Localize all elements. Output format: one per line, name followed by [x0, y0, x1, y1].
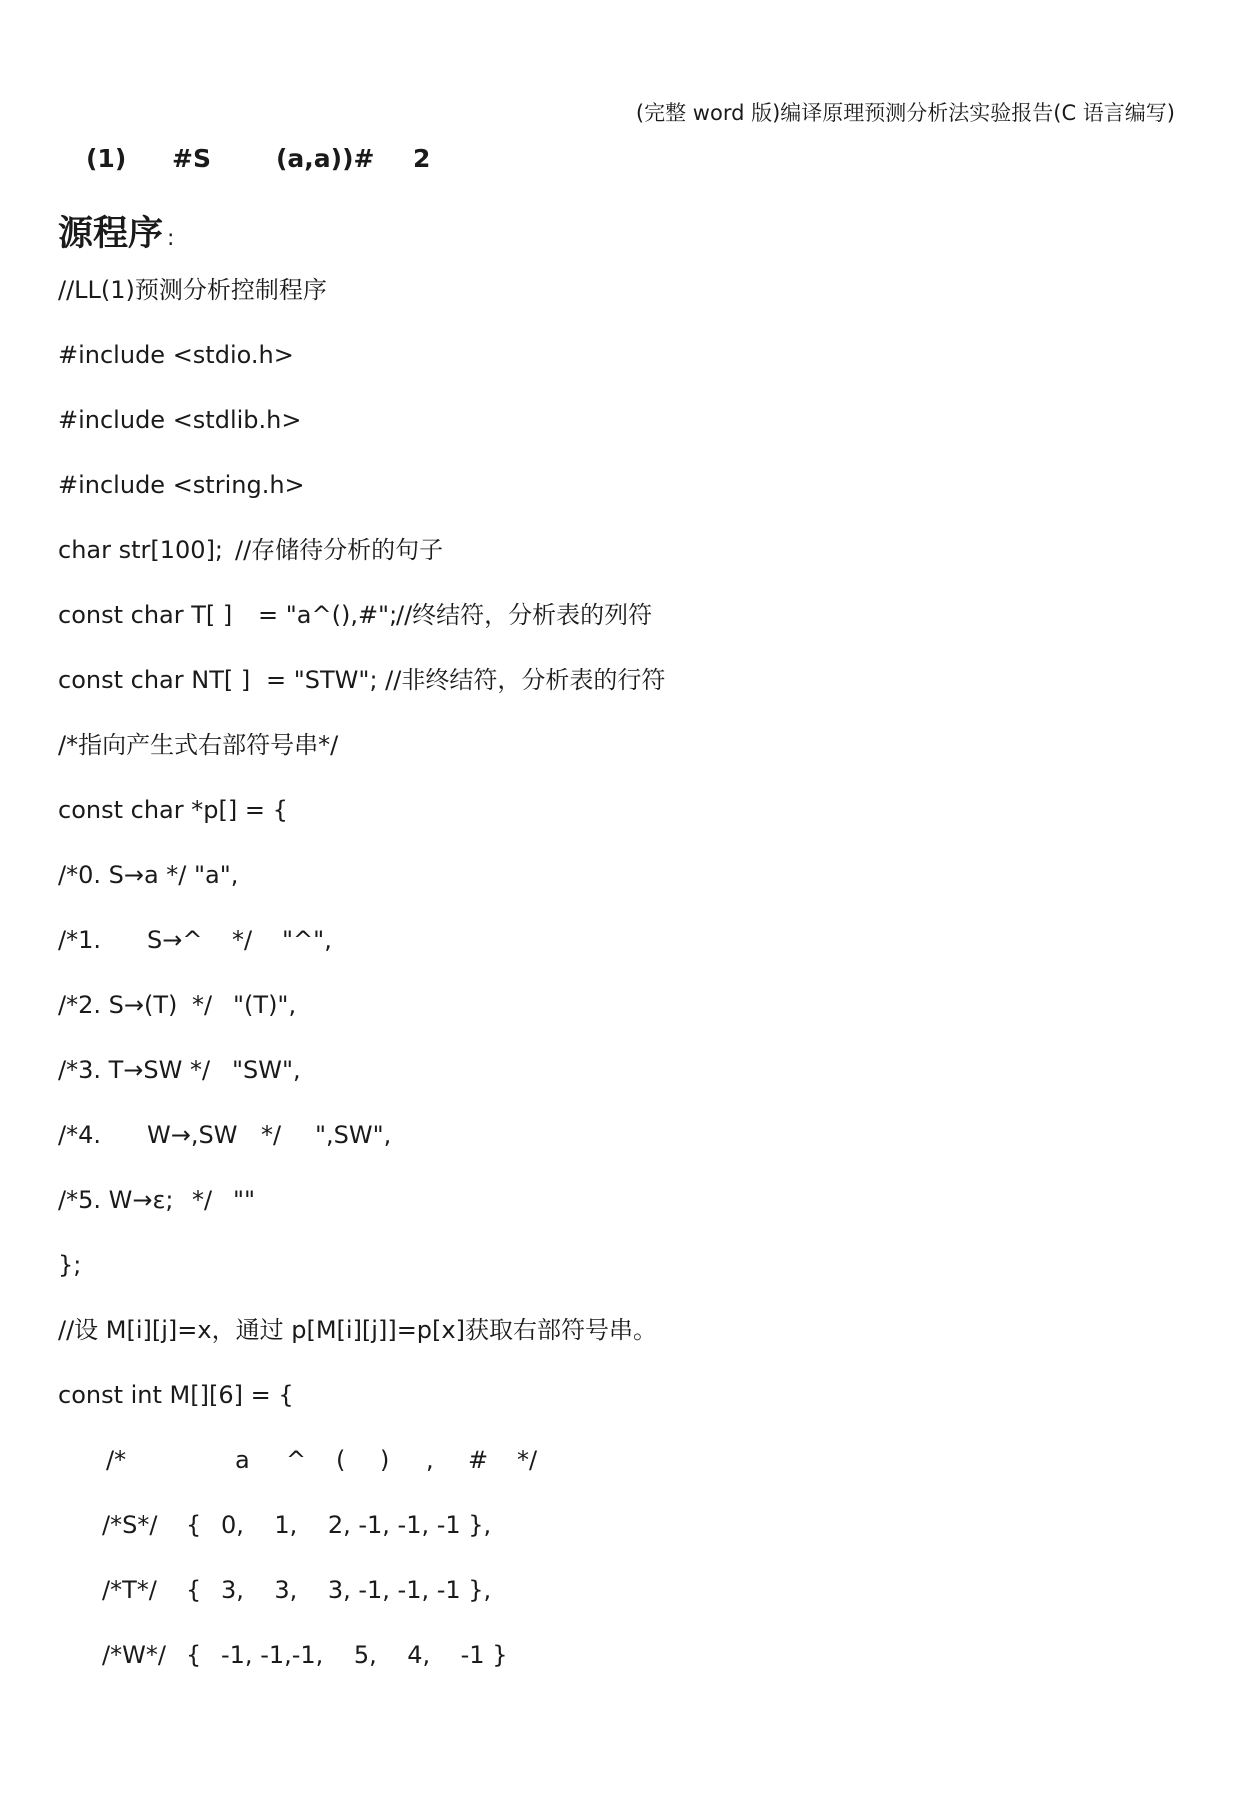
code-line: [58, 924, 1198, 989]
table-column-label: ^: [286, 1446, 307, 1474]
code-segment: "^",: [282, 926, 332, 954]
table-column-label: (: [336, 1446, 346, 1474]
code-segment: char str[100];: [58, 536, 224, 564]
code-line: #include <string.h>: [58, 471, 305, 499]
code-line: [58, 599, 1198, 664]
row-brace: {: [186, 1641, 202, 1669]
code-segment: */: [517, 1446, 538, 1474]
source-code: [58, 274, 1198, 1704]
code-line: /*0. S→a */ "a",: [58, 861, 239, 889]
table-row: [58, 1509, 1198, 1574]
code-segment: = "STW"; //非终结符，分析表的行符: [266, 666, 666, 694]
code-segment: ",SW",: [315, 1121, 392, 1149]
code-segment: "": [233, 1186, 256, 1214]
code-line: [58, 664, 1198, 729]
row-values: 3, 3, 3, -1, -1, -1 },: [221, 1576, 492, 1604]
code-segment: = "a^(),#";: [258, 601, 398, 629]
section-title: 源程序: [58, 214, 164, 254]
row-values: 0, 1, 2, -1, -1, -1 },: [221, 1511, 492, 1539]
code-segment: "(T)",: [233, 991, 297, 1019]
code-segment: */: [192, 1186, 213, 1214]
code-segment: /*4.: [58, 1121, 101, 1149]
code-segment: */: [261, 1121, 282, 1149]
code-segment: /*: [106, 1446, 127, 1474]
table-column-label: ,: [426, 1446, 434, 1474]
row-label: /*T*/: [102, 1576, 157, 1604]
code-line: const int M[][6] = {: [58, 1381, 294, 1409]
code-segment: S→^: [147, 926, 203, 954]
step-production: 2: [413, 144, 431, 173]
code-line: [58, 1184, 1198, 1249]
code-comment: //终结符，分析表的列符: [396, 601, 653, 629]
code-segment: const char NT[ ]: [58, 666, 251, 694]
code-line: [58, 1119, 1198, 1184]
table-column-label: #: [468, 1446, 489, 1474]
code-segment: const char T[ ]: [58, 601, 233, 629]
code-segment: /*2. S→(T): [58, 991, 178, 1019]
code-comment: //存储待分析的句子: [235, 536, 444, 564]
code-line: [58, 534, 1198, 599]
code-segment: /*1.: [58, 926, 101, 954]
code-line: [58, 989, 1198, 1054]
code-line: };: [58, 1251, 82, 1279]
section-heading: [58, 206, 174, 256]
code-line: #include <stdio.h>: [58, 341, 294, 369]
table-column-label: ): [380, 1446, 390, 1474]
code-line: //LL(1)预测分析控制程序: [58, 276, 327, 304]
code-line: /*指向产生式右部符号串*/: [58, 731, 339, 759]
step-input: (a,a))#: [276, 144, 375, 173]
code-line: //设 M[i][j]=x，通过 p[M[i][j]]=p[x]获取右部符号串。: [58, 1316, 657, 1344]
row-brace: {: [186, 1511, 202, 1539]
code-line: #include <stdlib.h>: [58, 406, 302, 434]
step-index: (1): [86, 144, 127, 173]
code-line: const char *p[] = {: [58, 796, 288, 824]
code-line: [58, 1054, 1198, 1119]
code-segment: */: [232, 926, 253, 954]
step-stack: #S: [172, 144, 211, 173]
row-label: /*W*/: [102, 1641, 166, 1669]
code-segment: W→,SW: [147, 1121, 238, 1149]
code-segment: "SW",: [232, 1056, 301, 1084]
table-row: [58, 1639, 1198, 1704]
table-row: [58, 1574, 1198, 1639]
row-label: /*S*/: [102, 1511, 158, 1539]
running-header: (完整 word 版)编译原理预测分析法实验报告(C 语言编写): [635, 101, 1175, 125]
section-colon: :: [167, 226, 175, 251]
row-values: -1, -1,-1, 5, 4, -1 }: [221, 1641, 508, 1669]
table-header-comment: [58, 1444, 1198, 1509]
row-brace: {: [186, 1576, 202, 1604]
code-segment: /*3. T→SW */: [58, 1056, 211, 1084]
code-segment: */: [192, 991, 213, 1019]
table-column-label: a: [235, 1446, 250, 1474]
code-segment: /*5. W→ε;: [58, 1186, 174, 1214]
